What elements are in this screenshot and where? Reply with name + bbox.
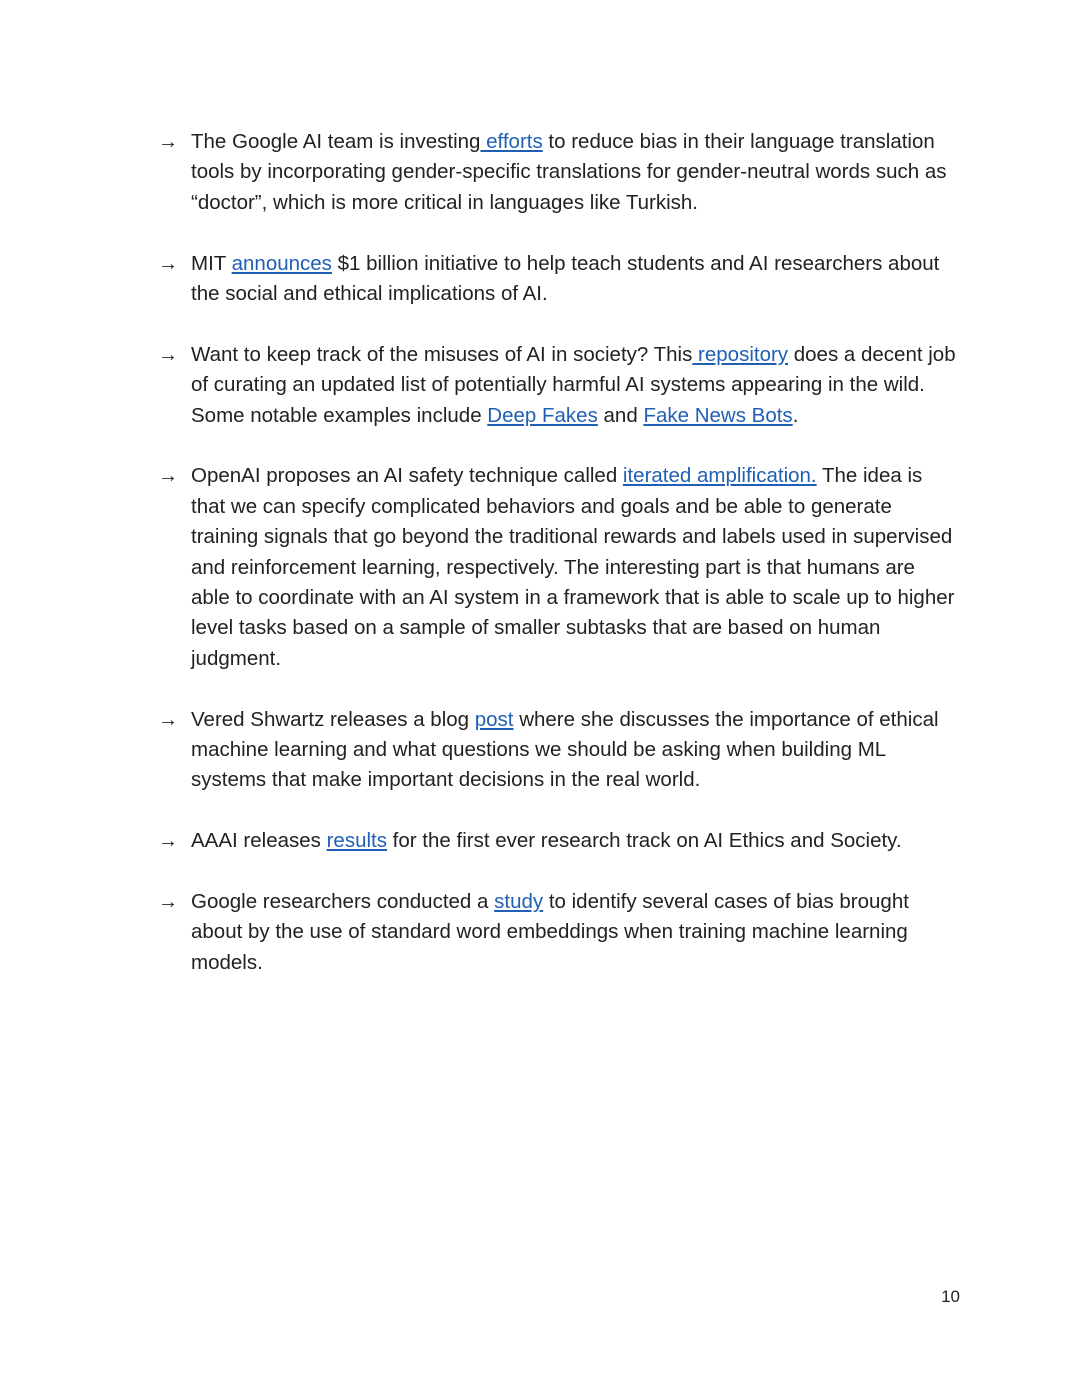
text-run: where she discusses the importance of ethical machine learning and what questions we should be asking when building ML systems that make important decisions in the real world. [191,707,939,792]
bullet-text [191,130,946,214]
inline-link[interactable]: post [474,707,514,731]
text-run: . [792,403,799,427]
text-run: and [597,403,644,427]
bullet-item [158,249,958,310]
bullet-item [158,127,958,218]
text-run: Google researchers conducted a [191,890,495,914]
arrow-right-icon: → [158,343,178,366]
bullet-item [158,705,958,796]
text-run: AAAI releases [191,829,327,853]
arrow-right-icon: → [158,465,178,488]
text-run: to reduce bias in their language translation tools by incorporating gender-specific translations for gender-neutral words such as “doctor”, which is more critical in languages like Turkish. [191,130,947,214]
bullet-item [158,340,958,431]
text-run: Want to keep track of the misuses of AI in society? This [191,342,693,366]
arrow-right-icon: → [158,708,178,731]
bullet-text [191,252,939,305]
bullet-text [191,890,909,974]
inline-link[interactable]: Fake News Bots [643,403,793,427]
arrow-right-icon: → [158,131,178,153]
text-run: does a decent job of curating an updated list of potentially harmful AI systems appearing in the wild. Some notable examples include [191,342,956,427]
bullet-text [191,829,902,852]
bullet-item [158,887,958,978]
text-run: The Google AI team is investing [191,130,481,153]
bullet-text [191,464,954,669]
inline-link[interactable]: iterated amplification. [622,464,817,488]
bullet-list [158,127,958,978]
text-run: $1 billion initiative to help teach students and AI researchers about the social and ethical implications of AI. [191,251,940,306]
bullet-text [191,708,939,792]
inline-link[interactable]: study [494,890,544,914]
text-run: for the first ever research track on AI Ethics and Society. [386,829,902,853]
bullet-item [158,461,958,674]
text-run: OpenAI proposes an AI safety technique called [191,464,623,488]
inline-link[interactable]: Deep Fakes [487,403,598,427]
text-run: MIT [191,251,232,275]
bullet-item [158,826,958,856]
text-run: The idea is that we can specify complicated behaviors and goals and be able to generate training signals that go beyond the traditional rewards and labels used in supervised and reinforcement learning, respectively. The interesting part is that humans are able to coordinate with an AI system in a framework that is able to scale up to higher level tasks based on a sample of smaller subtasks that are based on human judgment. [191,464,955,670]
inline-link[interactable]: announces [231,251,332,275]
arrow-right-icon: → [158,252,178,275]
text-run: to identify several cases of bias brought about by the use of standard word embeddings when training machine learning models. [191,890,909,974]
text-run: Vered Shwartz releases a blog [191,707,475,731]
arrow-right-icon: → [158,891,178,914]
inline-link[interactable]: repository [692,342,789,366]
bullet-text [191,343,956,427]
page-number: 10 [941,1287,960,1306]
arrow-right-icon: → [158,830,178,853]
inline-link[interactable]: results [326,829,387,853]
inline-link[interactable]: efforts [480,130,543,153]
